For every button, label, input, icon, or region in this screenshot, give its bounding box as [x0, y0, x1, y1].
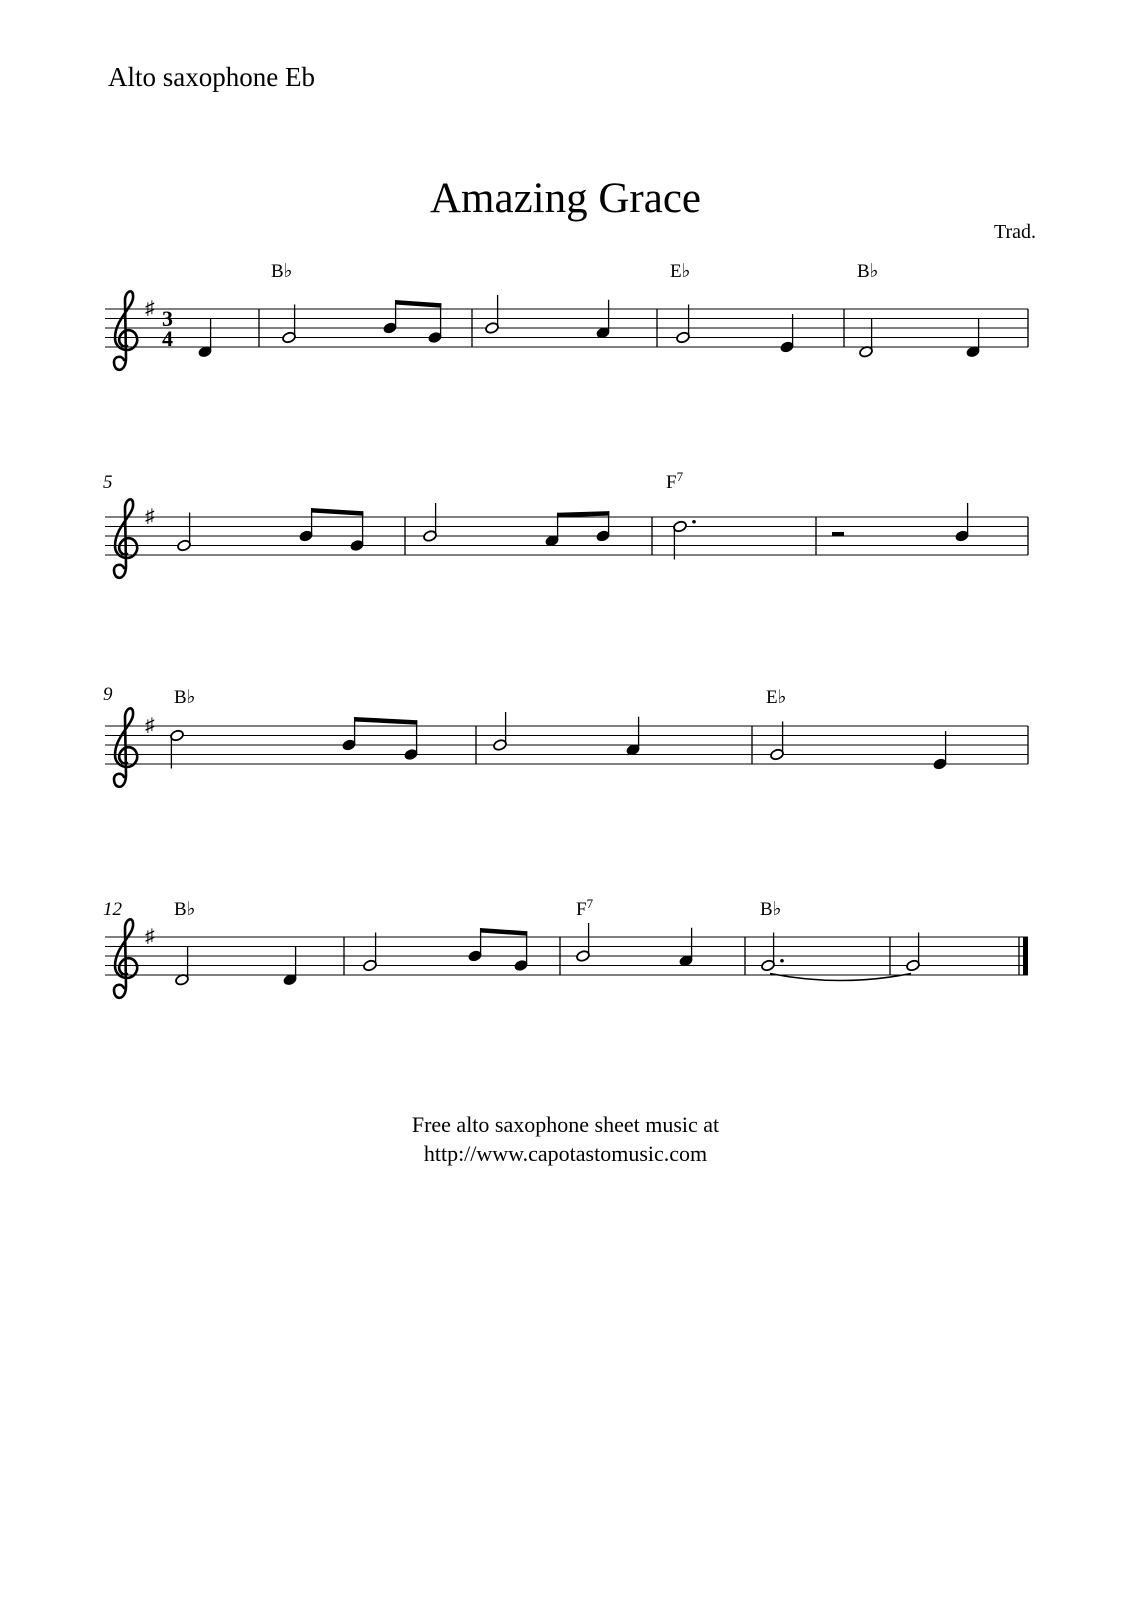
- chord-symbol: $F^7$: [576, 896, 594, 920]
- chord-symbol: B♭: [857, 261, 879, 282]
- staff-system: [103, 469, 1028, 578]
- chord-symbol: E♭: [766, 687, 787, 708]
- instrument-label: Alto saxophone Eb: [108, 62, 315, 92]
- chord-symbol: B♭: [174, 899, 196, 920]
- measure-number: 12: [103, 899, 122, 920]
- treble-clef-icon: [114, 919, 137, 997]
- eighth-beam: [557, 511, 609, 517]
- sharp-icon: ♯: [145, 298, 155, 319]
- chord-symbol: $F^7$: [666, 469, 684, 493]
- eighth-beam: [354, 717, 417, 725]
- footer-url[interactable]: http://www.capotastomusic.com: [423, 1141, 708, 1166]
- footer-line-1: Free alto saxophone sheet music at: [411, 1112, 720, 1137]
- chord-symbol: B♭: [271, 261, 293, 282]
- treble-clef-icon: [114, 708, 137, 786]
- measure-number: 5: [103, 472, 113, 493]
- measure-number: 9: [103, 684, 113, 705]
- song-title: Amazing Grace: [430, 175, 701, 222]
- eighth-beam: [395, 300, 441, 308]
- sharp-icon: ♯: [145, 506, 155, 527]
- treble-clef-icon: [114, 499, 137, 577]
- staff-system: [105, 261, 1028, 370]
- chord-symbol: E♭: [670, 261, 691, 282]
- time-signature-top: 3: [162, 306, 173, 331]
- eighth-beam: [311, 508, 363, 516]
- staff-system: [103, 684, 1028, 787]
- eighth-beam: [480, 928, 527, 936]
- composer-credit: Trad.: [994, 221, 1037, 243]
- final-barline-thick: [1023, 937, 1028, 975]
- time-signature-bottom: 4: [162, 326, 173, 351]
- half-rest: [832, 532, 844, 536]
- augmentation-dot: [780, 959, 784, 963]
- sharp-icon: ♯: [145, 926, 155, 947]
- augmentation-dot: [692, 520, 696, 524]
- staff-system: [103, 896, 1028, 998]
- sharp-icon: ♯: [145, 715, 155, 736]
- treble-clef-icon: [114, 291, 137, 369]
- chord-symbol: B♭: [174, 687, 196, 708]
- footer-credit: [0, 1110, 1131, 1168]
- chord-symbol: B♭: [760, 899, 782, 920]
